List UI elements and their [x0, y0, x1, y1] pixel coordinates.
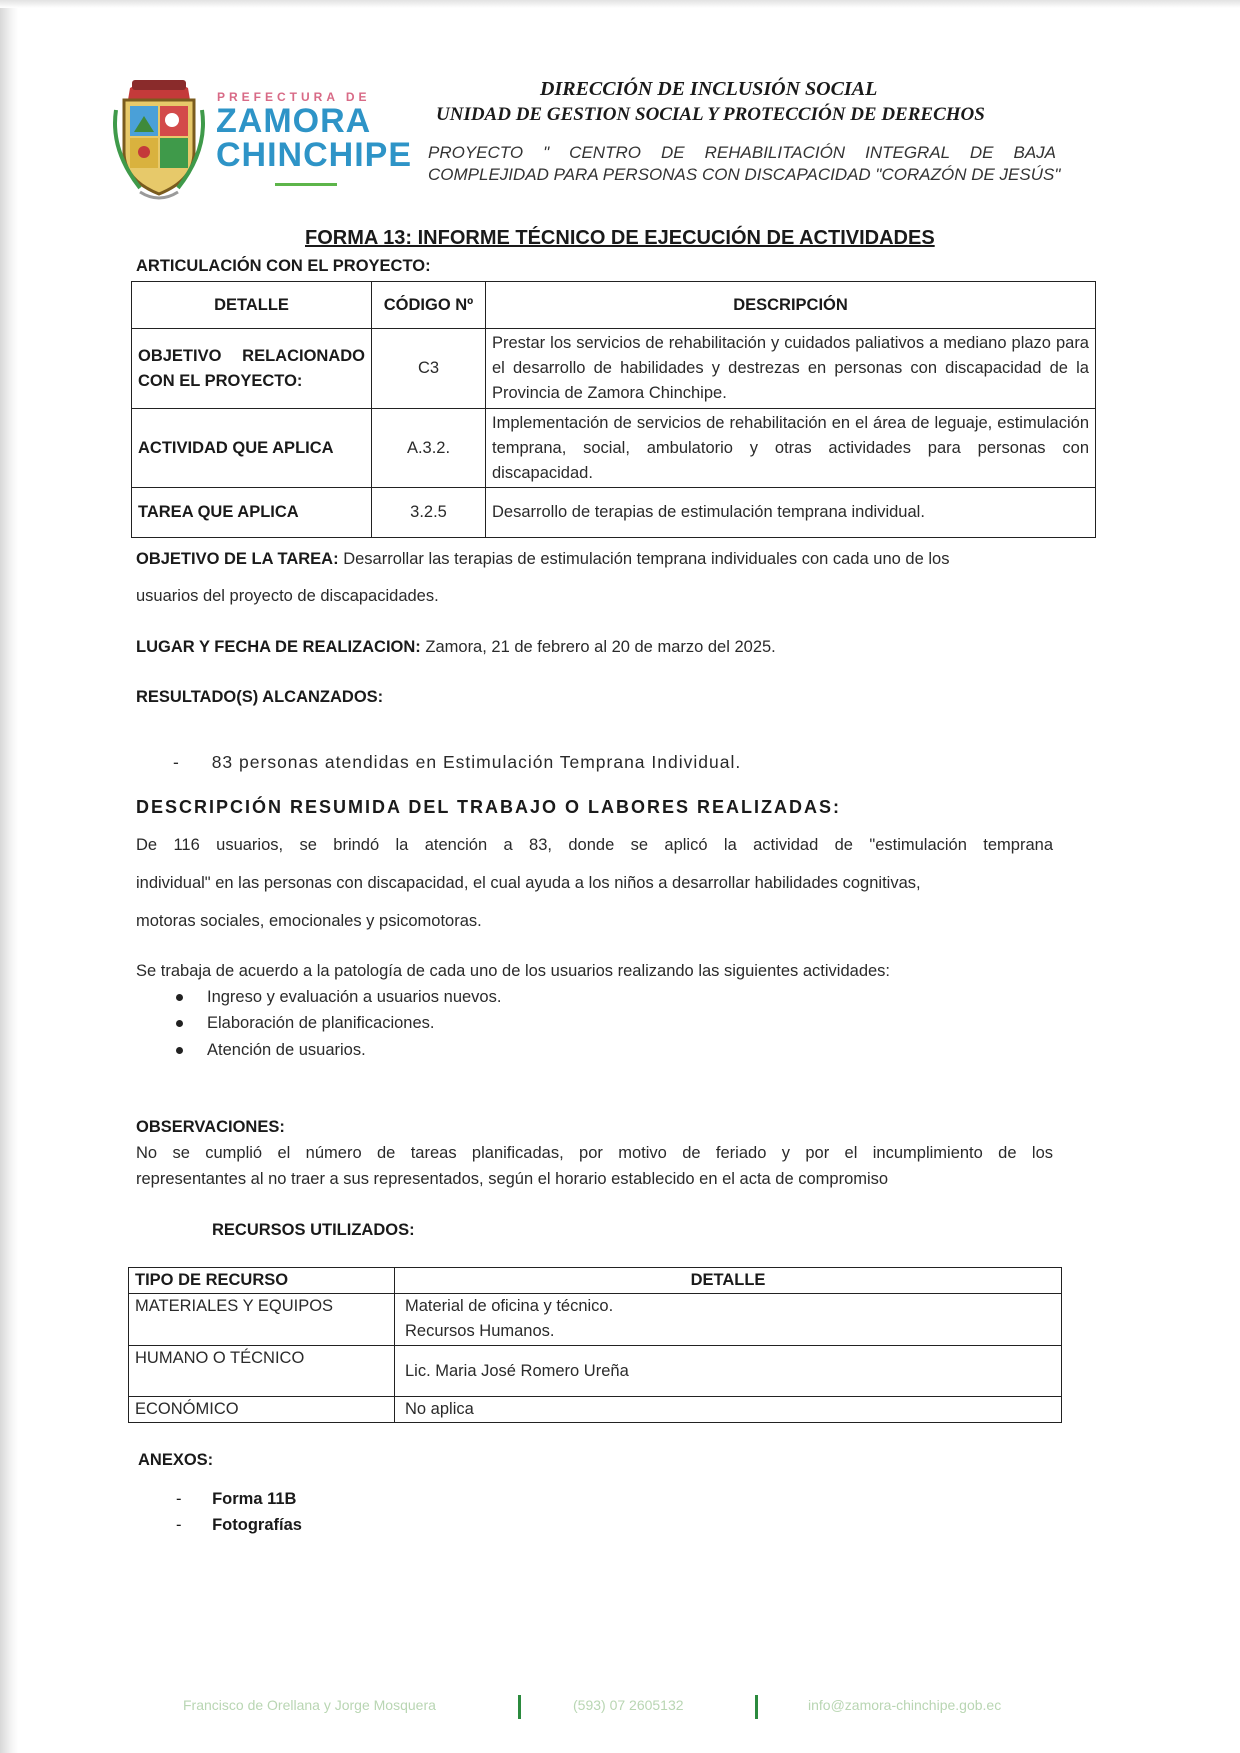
logo-zamora-text: ZAMORA: [216, 102, 372, 140]
scan-shadow-top: [0, 0, 1240, 8]
logo-prefectura-text: PREFECTURA DE: [217, 90, 371, 104]
recursos-label: RECURSOS UTILIZADOS:: [212, 1221, 415, 1239]
header-unidad: UNIDAD DE GESTION SOCIAL Y PROTECCIÓN DE DERECHOS: [436, 104, 985, 125]
header-detalle: DETALLE: [395, 1268, 1062, 1294]
logo-chinchipe-text: CHINCHIPE: [216, 136, 413, 174]
recurso-detalle-line2: Recursos Humanos.: [405, 1322, 555, 1340]
header-tipo-recurso: TIPO DE RECURSO: [129, 1268, 395, 1294]
bullet-text: Ingreso y evaluación a usuarios nuevos.: [207, 988, 502, 1006]
table-header-row: [132, 282, 1096, 329]
descripcion-p2: individual" en las personas con discapacidad, el cual ayuda a los niños a desarrollar habilidades cognitivas,: [136, 874, 921, 892]
header-codigo: CÓDIGO Nº: [372, 282, 486, 329]
objetivo-text2: usuarios del proyecto de discapacidades.: [136, 587, 439, 605]
row-detalle: OBJETIVO RELACIONADO CON EL PROYECTO:: [132, 329, 372, 409]
row-detalle: TAREA QUE APLICA: [132, 488, 372, 538]
scan-shadow-edge: [0, 0, 18, 1753]
header-direccion: DIRECCIÓN DE INCLUSIÓN SOCIAL: [540, 78, 878, 100]
lugar-line: [136, 638, 776, 657]
row-codigo: A.3.2.: [372, 409, 486, 488]
objetivo-line1: [136, 550, 949, 569]
header-proyecto-line2: COMPLEJIDAD PARA PERSONAS CON DISCAPACIDAD "CORAZÓN DE JESÚS": [428, 165, 1061, 184]
row-codigo: 3.2.5: [372, 488, 486, 538]
coat-of-arms-icon: [110, 70, 208, 205]
descripcion-p4: Se trabaja de acuerdo a la patología de cada uno de los usuarios realizando las siguientes actividades:: [136, 962, 891, 980]
header-descripcion: DESCRIPCIÓN: [486, 282, 1096, 329]
list-item: [176, 1014, 434, 1033]
anexo-item: [176, 1516, 302, 1535]
descripcion-p1: De 116 usuarios, se brindó la atención a 83, donde se aplicó la actividad de "estimulación temprana: [136, 836, 1053, 854]
descripcion-label: DESCRIPCIÓN RESUMIDA DEL TRABAJO O LABORES REALIZADAS:: [136, 797, 842, 817]
bullet-icon: [176, 1047, 183, 1054]
table-row: [129, 1397, 1062, 1423]
row-descripcion: Desarrollo de terapias de estimulación temprana individual.: [486, 488, 1096, 538]
table-row: [129, 1294, 1062, 1346]
resultado-text: 83 personas atendidas en Estimulación Temprana Individual.: [211, 752, 742, 772]
table-row: [132, 329, 1096, 409]
row-codigo: C3: [372, 329, 486, 409]
objetivo-label: OBJETIVO DE LA TAREA:: [136, 550, 339, 568]
row-descripcion: Implementación de servicios de rehabilitación en el área de leguaje, estimulación temprana, social, ambulatorio y otras actividades para personas con discapacidad.: [486, 409, 1096, 488]
anexos-label: ANEXOS:: [138, 1451, 214, 1469]
recurso-detalle: No aplica: [395, 1397, 1062, 1423]
resultado-dash: -: [173, 752, 180, 772]
resultados-label: RESULTADO(S) ALCANZADOS:: [136, 688, 384, 706]
lugar-text: Zamora, 21 de febrero al 20 de marzo del 2025.: [425, 638, 776, 656]
table-header-row: [129, 1268, 1062, 1294]
bullet-icon: [176, 994, 183, 1001]
footer-divider: [755, 1695, 758, 1719]
list-item: [176, 988, 501, 1007]
lugar-label: LUGAR Y FECHA DE REALIZACION:: [136, 638, 421, 656]
observaciones-line2: representantes al no traer a sus representados, según el horario establecido en el acta de compromiso: [136, 1170, 889, 1188]
document-title: FORMA 13: INFORME TÉCNICO DE EJECUCIÓN DE ACTIVIDADES: [305, 227, 935, 249]
observaciones-line1: No se cumplió el número de tareas planificadas, por motivo de feriado y por el incumplimiento de los: [136, 1144, 1053, 1162]
bullet-icon: [176, 1020, 183, 1027]
objetivo-text1: Desarrollar las terapias de estimulación temprana individuales con cada uno de los: [343, 550, 950, 568]
footer-phone: (593) 07 2605132: [573, 1697, 684, 1713]
recurso-detalle-line1: Material de oficina y técnico.: [405, 1297, 614, 1315]
articulacion-label: ARTICULACIÓN CON EL PROYECTO:: [136, 257, 431, 275]
anexo-text: Forma 11B: [212, 1490, 297, 1508]
recurso-tipo: MATERIALES Y EQUIPOS: [129, 1294, 395, 1346]
bullet-text: Atención de usuarios.: [207, 1041, 366, 1059]
row-descripcion: Prestar los servicios de rehabilitación y cuidados paliativos a mediano plazo para el desarrollo de habilidades y destrezas en personas con discapacidad de la Provincia de Zamora Chinchipe.: [486, 329, 1096, 409]
articulacion-table: [131, 281, 1096, 538]
anexo-dash: -: [176, 1516, 182, 1534]
resultado-item: [173, 752, 741, 773]
footer-address: Francisco de Orellana y Jorge Mosquera: [183, 1697, 436, 1713]
anexo-dash: -: [176, 1490, 182, 1508]
list-item: [176, 1041, 366, 1060]
table-row: [132, 409, 1096, 488]
recurso-tipo: ECONÓMICO: [129, 1397, 395, 1423]
footer-email: info@zamora-chinchipe.gob.ec: [808, 1697, 1002, 1713]
prefectura-logo: [110, 70, 413, 210]
anexo-text: Fotografías: [212, 1516, 302, 1534]
recursos-table: [128, 1267, 1062, 1423]
header-detalle: DETALLE: [132, 282, 372, 329]
observaciones-label: OBSERVACIONES:: [136, 1118, 285, 1136]
recurso-detalle: Lic. Maria José Romero Ureña: [395, 1346, 1062, 1397]
anexo-item: [176, 1490, 296, 1509]
descripcion-p3: motoras sociales, emocionales y psicomotoras.: [136, 912, 482, 930]
table-row: [132, 488, 1096, 538]
row-detalle: ACTIVIDAD QUE APLICA: [132, 409, 372, 488]
recurso-tipo: HUMANO O TÉCNICO: [129, 1346, 395, 1397]
footer-divider: [518, 1695, 521, 1719]
table-row: [129, 1346, 1062, 1397]
logo-underline: [275, 183, 337, 186]
recurso-detalle: [395, 1294, 1062, 1346]
header-proyecto-line1: PROYECTO " CENTRO DE REHABILITACIÓN INTEGRAL DE BAJA: [428, 143, 1056, 162]
bullet-text: Elaboración de planificaciones.: [207, 1014, 435, 1032]
